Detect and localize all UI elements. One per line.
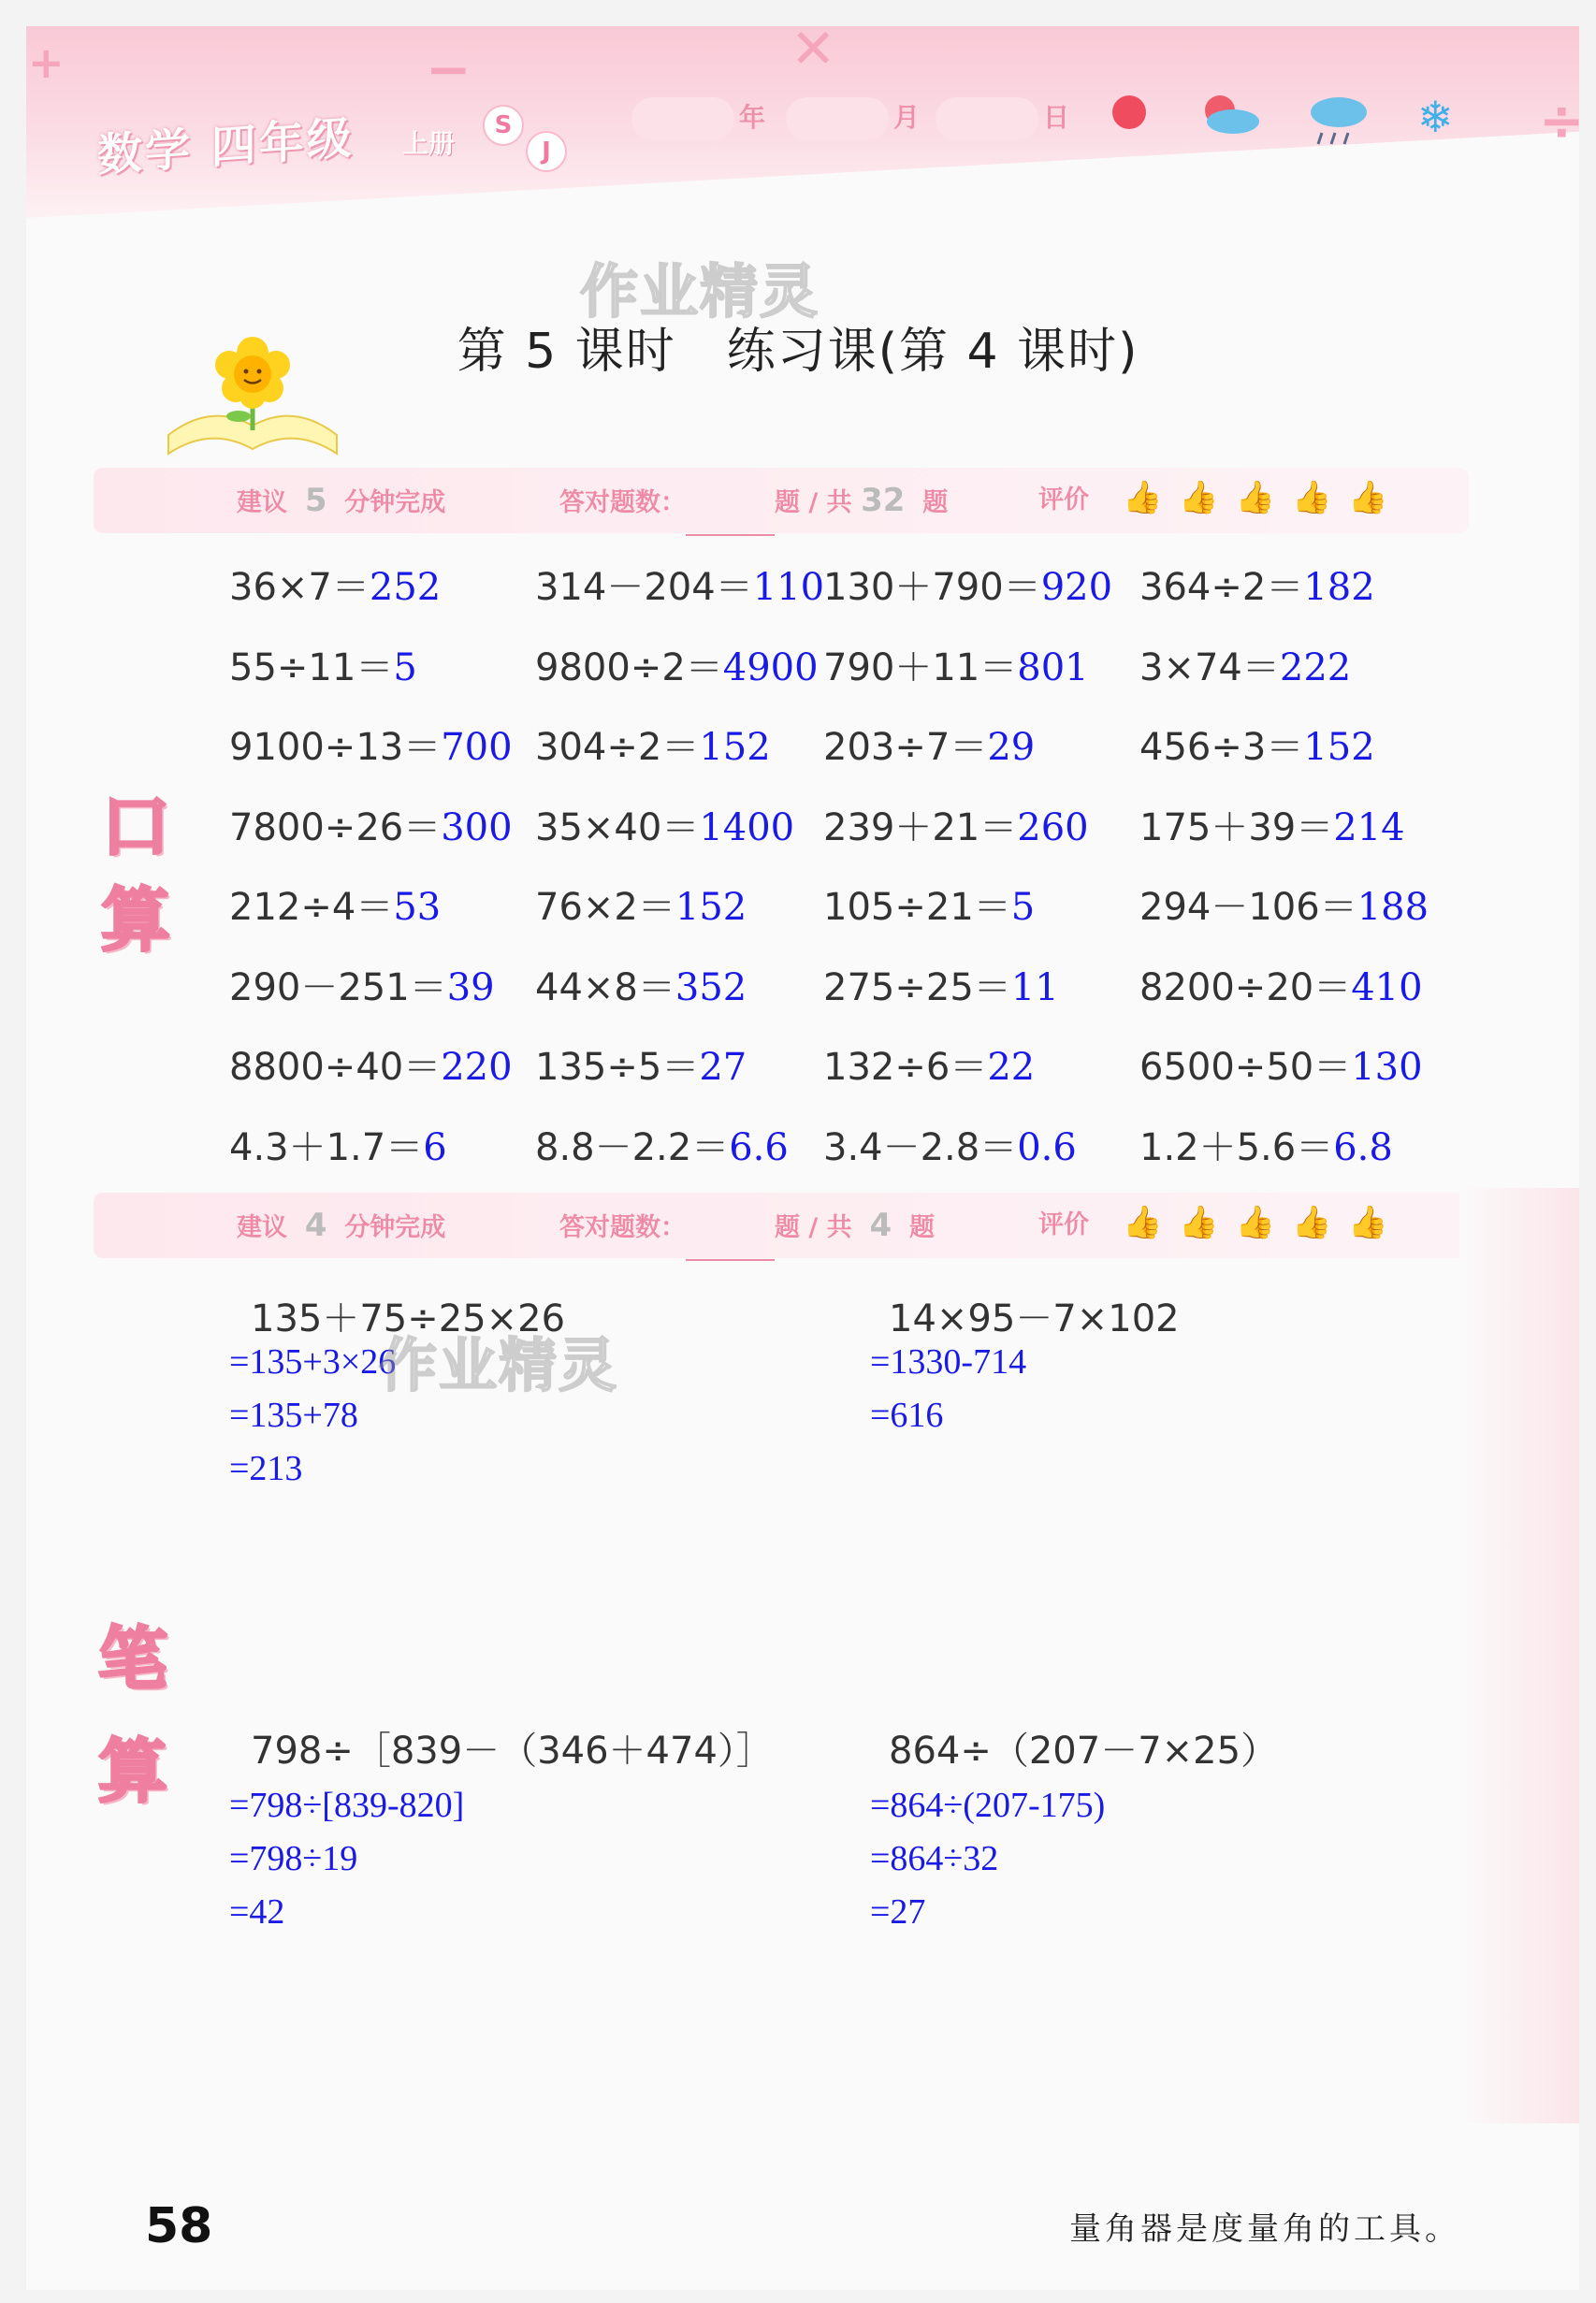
right-edge-shade [1459,1188,1579,2123]
oral-answer[interactable]: 260 [1017,805,1089,849]
oral-rating-thumbs[interactable] [1123,479,1405,516]
badge-s: S [483,105,524,146]
oral-question: 9800÷2＝ [535,645,723,689]
flower-book-illustration [164,323,341,458]
oral-answer[interactable]: 182 [1303,566,1375,609]
oral-problem [229,558,441,611]
oral-problem [229,958,495,1011]
written-step: =864÷(207-175) [870,1786,1106,1825]
oral-answer[interactable]: 188 [1357,886,1429,929]
oral-question: 790＋11＝ [823,645,1018,689]
oral-answer[interactable]: 53 [393,886,442,929]
oral-answer[interactable]: 0.6 [1017,1125,1077,1169]
page-number: 58 [145,2198,213,2254]
written-minutes: 4 [304,1207,327,1244]
oral-answer[interactable]: 39 [446,965,495,1009]
oral-answer[interactable]: 152 [1303,726,1375,769]
oral-question: 294－106＝ [1139,886,1357,929]
oral-total: 32 [861,482,906,519]
thumb-icon[interactable]: 👍 [1123,479,1180,516]
oral-question: 4.3＋1.7＝ [229,1125,424,1169]
written-problem-4: 864÷（207－7×25） [889,1730,1279,1773]
oral-problem [1139,1037,1423,1091]
written-step: =798÷19 [229,1839,358,1878]
oral-answer[interactable]: 222 [1279,645,1352,689]
oral-answer[interactable]: 6.8 [1333,1125,1393,1169]
oral-question: 8800÷40＝ [229,1046,442,1089]
written-problem-3: 798÷［839－（346＋474）］ [251,1730,774,1773]
oral-problem [823,638,1089,691]
oral-answer[interactable]: 27 [699,1046,747,1089]
oral-question: 212÷4＝ [229,886,394,929]
day-label: 日 [1043,102,1070,133]
oral-question: 8200÷20＝ [1139,965,1352,1009]
thumb-icon[interactable]: 👍 [1123,1204,1180,1241]
year-field[interactable] [631,97,734,140]
oral-answer[interactable]: 214 [1333,805,1405,849]
snow-icon[interactable]: ❄ [1417,92,1454,142]
footer-note: 量角器是度量角的工具。 [1069,2210,1460,2248]
oral-question: 76×2＝ [535,886,675,929]
oral-correct-blank[interactable] [686,502,775,536]
written-rating-label: 评价 [1038,1210,1089,1239]
oral-question: 1.2＋5.6＝ [1139,1125,1334,1169]
oral-question: 7800÷26＝ [229,805,442,849]
oral-problem [535,877,747,931]
written-step: =798÷[839-820] [229,1786,465,1825]
oral-answer[interactable]: 110 [752,566,825,609]
oral-answer[interactable]: 130 [1351,1046,1423,1089]
oral-answer[interactable]: 6 [423,1125,447,1169]
oral-question: 135÷5＝ [535,1046,700,1089]
oral-answer[interactable]: 920 [1040,566,1113,609]
oral-problem [1139,717,1375,771]
oral-question: 132÷6＝ [823,1046,988,1089]
minus-decoration: − [426,37,472,101]
oral-answer[interactable]: 252 [369,566,442,609]
oral-answer[interactable]: 801 [1017,645,1089,689]
oral-question: 44×8＝ [535,965,675,1009]
oral-problem [229,638,417,691]
oral-question: 55÷11＝ [229,645,394,689]
oral-rating-label: 评价 [1038,485,1089,514]
oral-problem [229,1118,447,1171]
oral-answer[interactable]: 4900 [722,645,819,689]
volume-label: 上册 [402,128,456,159]
oral-suggest-label: 建议 5 分钟完成 [237,482,446,519]
oral-problem [1139,638,1351,691]
oral-answer[interactable]: 1400 [699,805,795,849]
oral-problem [1139,798,1405,851]
oral-problem [823,1037,1035,1091]
oral-question: 364÷2＝ [1139,566,1304,609]
oral-question: 105÷21＝ [823,886,1011,929]
thumb-icon[interactable]: 👍 [1348,1204,1405,1241]
side-char-bi: 笔 [98,1619,167,1700]
subject-title: 数学 四年级 [97,111,355,182]
oral-problem [823,1118,1077,1171]
oral-question: 36×7＝ [229,566,370,609]
oral-problem [229,798,513,851]
thumb-icon[interactable]: 👍 [1292,479,1349,516]
oral-problem [535,717,771,771]
oral-question: 3.4－2.8＝ [823,1125,1018,1169]
oral-problem [1139,558,1375,611]
oral-problem [535,958,747,1011]
oral-answer[interactable]: 152 [699,726,771,769]
oral-question: 9100÷13＝ [229,726,442,769]
year-label: 年 [739,102,766,133]
oral-problem [535,558,824,611]
side-char-suan-2: 算 [98,1731,167,1812]
written-step: =864÷32 [870,1839,999,1878]
oral-problem [535,798,794,851]
oral-question: 239＋21＝ [823,805,1018,849]
written-problem-2: 14×95－7×102 [889,1297,1180,1340]
oral-problem [1139,958,1423,1011]
oral-problem [535,1037,747,1091]
thumb-icon[interactable]: 👍 [1292,1204,1349,1241]
oral-question: 175＋39＝ [1139,805,1334,849]
oral-answer[interactable]: 5 [1010,886,1036,929]
month-label: 月 [893,102,921,133]
oral-minutes: 5 [304,482,327,519]
oral-problem [535,1118,789,1171]
written-suggest-label: 建议 4 分钟完成 [237,1207,446,1244]
oral-answer[interactable]: 29 [987,726,1036,769]
written-step: =213 [229,1449,303,1488]
oral-answer[interactable]: 5 [393,645,417,689]
watermark-top: 作业精灵 [580,257,820,326]
written-score-label: 答对题数： 题 / 共 4 题 [559,1193,935,1261]
page-title: 第 5 课时 练习课(第 4 课时) [457,324,1139,380]
times-decoration: ✕ [791,17,836,80]
oral-answer[interactable]: 152 [675,886,747,929]
written-step: =42 [229,1892,285,1932]
thumb-icon[interactable]: 👍 [1235,1204,1293,1241]
oral-question: 35×40＝ [535,805,700,849]
oral-question: 8.8－2.2＝ [535,1125,730,1169]
oral-problem [229,1037,513,1091]
watermark-mid: 作业精灵 [379,1331,619,1399]
oral-question: 203÷7＝ [823,726,988,769]
oral-problem [823,558,1112,611]
oral-problem [535,638,819,691]
oral-score-label: 答对题数： 题 / 共 32 题 [559,468,948,536]
written-problem-1: 135＋75÷25×26 [251,1297,566,1340]
badge-j: J [526,131,567,172]
divide-decoration: ÷ [1539,89,1585,152]
oral-question: 290－251＝ [229,965,447,1009]
oral-problem [1139,1118,1393,1171]
oral-problem [229,877,441,931]
oral-question: 6500÷50＝ [1139,1046,1352,1089]
oral-answer[interactable]: 220 [441,1046,513,1089]
written-step: =616 [870,1396,944,1435]
plus-decoration: + [28,37,65,88]
day-field[interactable] [936,97,1038,140]
written-total: 4 [869,1207,892,1244]
oral-problem [823,877,1035,931]
written-step: =1330-714 [870,1342,1027,1382]
thumb-icon[interactable]: 👍 [1235,479,1293,516]
side-char-suan: 算 [101,880,170,961]
oral-answer[interactable]: 6.6 [729,1125,789,1169]
oral-question: 314－204＝ [535,566,753,609]
oral-answer[interactable]: 410 [1351,965,1423,1009]
oral-answer[interactable]: 11 [1010,965,1059,1009]
thumb-icon[interactable]: 👍 [1348,479,1405,516]
side-char-kou: 口 [101,787,170,867]
thumb-icon[interactable]: 👍 [1179,1204,1236,1241]
oral-question: 130＋790＝ [823,566,1041,609]
oral-problem [823,798,1089,851]
oral-question: 304÷2＝ [535,726,700,769]
oral-answer[interactable]: 352 [675,965,747,1009]
oral-answer[interactable]: 22 [987,1046,1036,1089]
oral-question: 456÷3＝ [1139,726,1304,769]
oral-question: 275÷25＝ [823,965,1011,1009]
thumb-icon[interactable]: 👍 [1179,479,1236,516]
written-step: =135+3×26 [229,1342,397,1382]
month-field[interactable] [786,97,889,140]
written-correct-blank[interactable] [686,1227,775,1261]
written-step: =135+78 [229,1396,358,1435]
oral-problem [229,717,513,771]
written-rating-thumbs[interactable] [1123,1204,1405,1241]
oral-answer[interactable]: 700 [441,726,513,769]
oral-problem [1139,877,1429,931]
rain-icon[interactable] [1305,92,1371,160]
oral-problem [823,958,1059,1011]
written-step: =27 [870,1892,926,1932]
oral-problem [823,717,1035,771]
oral-answer[interactable]: 300 [441,805,513,849]
sun-icon[interactable] [1109,92,1150,143]
cloudy-icon[interactable] [1196,92,1261,149]
oral-question: 3×74＝ [1139,645,1280,689]
